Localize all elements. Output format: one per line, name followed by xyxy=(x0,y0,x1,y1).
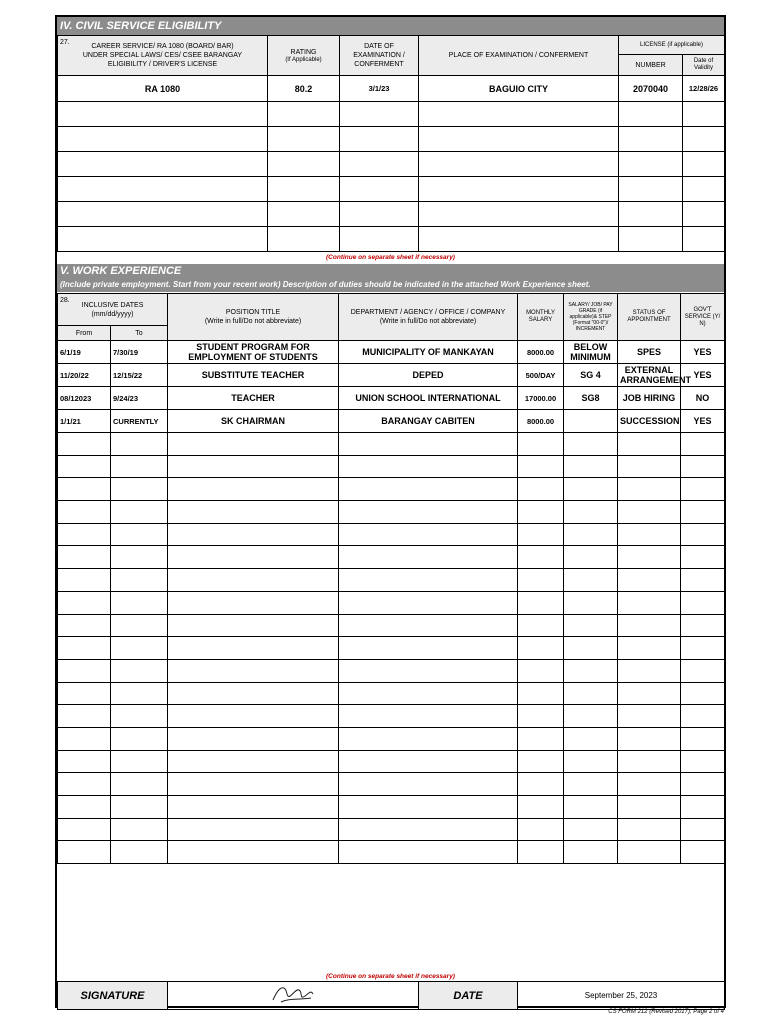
empty-cell[interactable] xyxy=(618,818,681,841)
eligibility-row xyxy=(58,177,725,202)
empty-cell[interactable] xyxy=(618,796,681,819)
eligibility-rating[interactable]: 80.2 xyxy=(268,76,340,102)
empty-cell[interactable] xyxy=(564,591,618,614)
empty-cell[interactable] xyxy=(340,177,419,202)
civil-service-table xyxy=(57,35,725,252)
empty-cell[interactable] xyxy=(518,433,564,456)
header-rating xyxy=(268,36,340,76)
eligibility-place[interactable]: BAGUIO CITY xyxy=(419,76,619,102)
empty-cell[interactable] xyxy=(58,682,111,705)
empty-cell[interactable] xyxy=(564,614,618,637)
work-experience-title: V. WORK EXPERIENCE xyxy=(60,265,182,277)
empty-cell[interactable] xyxy=(339,750,518,773)
civil-service-title: IV. CIVIL SERVICE ELIGIBILITY xyxy=(57,17,724,35)
empty-cell[interactable] xyxy=(564,727,618,750)
empty-cell[interactable] xyxy=(111,773,168,796)
empty-cell[interactable] xyxy=(618,614,681,637)
work-experience-table xyxy=(57,293,725,864)
empty-cell[interactable] xyxy=(111,478,168,501)
work-salary[interactable]: 8000.00 xyxy=(518,341,564,364)
empty-cell[interactable] xyxy=(168,773,339,796)
empty-cell[interactable] xyxy=(619,177,683,202)
empty-cell[interactable] xyxy=(168,750,339,773)
empty-cell[interactable] xyxy=(619,127,683,152)
empty-cell[interactable] xyxy=(618,637,681,660)
empty-cell[interactable] xyxy=(58,546,111,569)
item-number: 27. xyxy=(60,39,70,46)
work-row xyxy=(58,569,725,592)
eligibility-row xyxy=(58,76,725,102)
work-row xyxy=(58,614,725,637)
empty-cell[interactable] xyxy=(268,202,340,227)
empty-cell[interactable] xyxy=(111,433,168,456)
empty-cell[interactable] xyxy=(58,152,268,177)
empty-cell[interactable] xyxy=(681,818,725,841)
header-exam-date: DATE OF EXAMINATION / CONFERMENT xyxy=(340,36,419,76)
work-row xyxy=(58,841,725,864)
work-department[interactable]: BARANGAY CABITEN xyxy=(339,410,518,433)
empty-cell[interactable] xyxy=(339,591,518,614)
work-to[interactable]: 12/15/22 xyxy=(111,364,168,387)
eligibility-row xyxy=(58,152,725,177)
empty-cell[interactable] xyxy=(564,705,618,728)
work-row xyxy=(58,433,725,456)
empty-cell[interactable] xyxy=(58,614,111,637)
empty-cell[interactable] xyxy=(681,523,725,546)
empty-cell[interactable] xyxy=(339,682,518,705)
empty-cell[interactable] xyxy=(564,433,618,456)
empty-cell[interactable] xyxy=(58,501,111,524)
header-career-text: CAREER SERVICE/ RA 1080 (BOARD/ BAR) UNDER SPECIAL LAWS/ CES/ CSEE BARANGAY ELIGIBILITY / DRIVER'S LICENSE xyxy=(82,43,243,68)
work-govt-service[interactable]: YES xyxy=(681,410,725,433)
work-to[interactable]: CURRENTLY xyxy=(111,410,168,433)
work-row xyxy=(58,818,725,841)
empty-cell[interactable] xyxy=(564,796,618,819)
header-position-sub: (Write in full/Do not abbreviate) xyxy=(204,318,302,325)
empty-cell[interactable] xyxy=(58,455,111,478)
empty-cell[interactable] xyxy=(564,682,618,705)
signature-label: SIGNATURE xyxy=(58,982,168,1010)
header-dates-text: INCLUSIVE DATES (mm/dd/yyyy) xyxy=(81,301,144,318)
header-from: From xyxy=(58,326,111,341)
empty-cell[interactable] xyxy=(111,841,168,864)
work-row xyxy=(58,591,725,614)
empty-cell[interactable] xyxy=(564,455,618,478)
empty-cell[interactable] xyxy=(564,818,618,841)
header-license-validity: Date of Validity xyxy=(683,55,725,76)
empty-cell[interactable] xyxy=(518,727,564,750)
header-rating-sub: (If Applicable) xyxy=(285,56,322,63)
work-experience-rows xyxy=(58,341,725,864)
empty-cell[interactable] xyxy=(518,659,564,682)
empty-cell[interactable] xyxy=(518,523,564,546)
empty-cell[interactable] xyxy=(111,523,168,546)
header-position-text: POSITION TITLE xyxy=(225,309,281,316)
empty-cell[interactable] xyxy=(564,523,618,546)
work-row xyxy=(58,364,725,387)
work-position[interactable]: SK CHAIRMAN xyxy=(168,410,339,433)
work-govt-service[interactable]: YES xyxy=(681,341,725,364)
empty-cell[interactable] xyxy=(518,478,564,501)
empty-cell[interactable] xyxy=(111,727,168,750)
work-from[interactable]: 11/20/22 xyxy=(58,364,111,387)
empty-cell[interactable] xyxy=(339,614,518,637)
empty-cell[interactable] xyxy=(618,523,681,546)
empty-cell[interactable] xyxy=(111,637,168,660)
header-place: PLACE OF EXAMINATION / CONFERMENT xyxy=(419,36,619,76)
empty-cell[interactable] xyxy=(681,591,725,614)
empty-cell[interactable] xyxy=(111,591,168,614)
empty-cell[interactable] xyxy=(518,682,564,705)
empty-cell[interactable] xyxy=(681,546,725,569)
work-department[interactable]: UNION SCHOOL INTERNATIONAL xyxy=(339,387,518,410)
empty-cell[interactable] xyxy=(419,102,619,127)
eligibility-row xyxy=(58,127,725,152)
empty-cell[interactable] xyxy=(681,773,725,796)
empty-cell[interactable] xyxy=(339,433,518,456)
empty-cell[interactable] xyxy=(618,841,681,864)
empty-cell[interactable] xyxy=(58,102,268,127)
empty-cell[interactable] xyxy=(419,202,619,227)
eligibility-row xyxy=(58,227,725,252)
empty-cell[interactable] xyxy=(168,569,339,592)
work-row xyxy=(58,637,725,660)
empty-cell[interactable] xyxy=(564,750,618,773)
eligibility-career[interactable]: RA 1080 xyxy=(58,76,268,102)
date-label: DATE xyxy=(419,982,518,1010)
work-position[interactable]: STUDENT PROGRAM FOR EMPLOYMENT OF STUDENTS xyxy=(168,341,339,364)
empty-cell[interactable] xyxy=(619,227,683,252)
empty-cell[interactable] xyxy=(683,102,725,127)
empty-cell[interactable] xyxy=(618,433,681,456)
empty-cell[interactable] xyxy=(168,478,339,501)
empty-cell[interactable] xyxy=(618,569,681,592)
empty-cell[interactable] xyxy=(58,841,111,864)
work-row xyxy=(58,387,725,410)
empty-cell[interactable] xyxy=(681,659,725,682)
work-row xyxy=(58,659,725,682)
work-status[interactable]: SUCCESSION xyxy=(618,410,681,433)
empty-cell[interactable] xyxy=(340,202,419,227)
work-row xyxy=(58,478,725,501)
form-footer: CS FORM 212 (Revised 2017), Page 2 of 4 xyxy=(608,1009,724,1015)
empty-cell[interactable] xyxy=(518,818,564,841)
empty-cell[interactable] xyxy=(681,478,725,501)
work-from[interactable]: 1/1/21 xyxy=(58,410,111,433)
eligibility-row xyxy=(58,102,725,127)
empty-cell[interactable] xyxy=(518,455,564,478)
empty-cell[interactable] xyxy=(564,569,618,592)
empty-cell[interactable] xyxy=(681,750,725,773)
signature-row xyxy=(57,981,725,1010)
empty-cell[interactable] xyxy=(618,750,681,773)
empty-cell[interactable] xyxy=(58,796,111,819)
empty-cell[interactable] xyxy=(58,227,268,252)
empty-cell[interactable] xyxy=(518,591,564,614)
header-license-number: NUMBER xyxy=(619,55,683,76)
empty-cell[interactable] xyxy=(419,227,619,252)
work-row xyxy=(58,727,725,750)
work-continue-note: (Continue on separate sheet if necessary) xyxy=(326,973,455,980)
header-position xyxy=(168,294,339,341)
empty-cell[interactable] xyxy=(58,127,268,152)
empty-cell[interactable] xyxy=(168,705,339,728)
header-dept-sub: (Write in full/Do not abbreviate) xyxy=(379,318,477,325)
empty-cell[interactable] xyxy=(419,152,619,177)
empty-cell[interactable] xyxy=(168,591,339,614)
empty-cell[interactable] xyxy=(58,773,111,796)
work-row xyxy=(58,501,725,524)
empty-cell[interactable] xyxy=(58,727,111,750)
empty-cell[interactable] xyxy=(518,637,564,660)
work-position[interactable]: SUBSTITUTE TEACHER xyxy=(168,364,339,387)
empty-cell[interactable] xyxy=(518,773,564,796)
empty-cell[interactable] xyxy=(518,546,564,569)
empty-cell[interactable] xyxy=(419,177,619,202)
item-number: 28. xyxy=(60,297,70,304)
empty-cell[interactable] xyxy=(168,546,339,569)
empty-cell[interactable] xyxy=(111,818,168,841)
empty-cell[interactable] xyxy=(564,637,618,660)
empty-cell[interactable] xyxy=(339,841,518,864)
civil-service-continue-note: (Continue on separate sheet if necessary) xyxy=(326,254,455,261)
empty-cell[interactable] xyxy=(58,637,111,660)
empty-cell[interactable] xyxy=(111,796,168,819)
header-salary: MONTHLY SALARY xyxy=(518,294,564,341)
header-department xyxy=(339,294,518,341)
empty-cell[interactable] xyxy=(564,501,618,524)
empty-cell[interactable] xyxy=(681,569,725,592)
header-career xyxy=(58,36,268,76)
empty-cell[interactable] xyxy=(681,455,725,478)
empty-cell[interactable] xyxy=(618,705,681,728)
empty-cell[interactable] xyxy=(681,682,725,705)
work-experience-header xyxy=(57,264,724,292)
empty-cell[interactable] xyxy=(618,501,681,524)
empty-cell[interactable] xyxy=(58,659,111,682)
work-salary[interactable]: 8000.00 xyxy=(518,410,564,433)
empty-cell[interactable] xyxy=(339,727,518,750)
work-to[interactable]: 9/24/23 xyxy=(111,387,168,410)
empty-cell[interactable] xyxy=(564,841,618,864)
empty-cell[interactable] xyxy=(339,637,518,660)
empty-cell[interactable] xyxy=(518,750,564,773)
empty-cell[interactable] xyxy=(111,705,168,728)
empty-cell[interactable] xyxy=(339,455,518,478)
work-grade[interactable] xyxy=(564,410,618,433)
empty-cell[interactable] xyxy=(111,659,168,682)
empty-cell[interactable] xyxy=(58,705,111,728)
work-experience-subtitle: (Include private employment. Start from your recent work) Description of duties should be indicated in the attached Work Experience sheet. xyxy=(60,280,591,289)
empty-cell[interactable] xyxy=(681,637,725,660)
eligibility-row xyxy=(58,202,725,227)
work-from[interactable]: 6/1/19 xyxy=(58,341,111,364)
work-row xyxy=(58,796,725,819)
work-salary[interactable]: 17000.00 xyxy=(518,387,564,410)
empty-cell[interactable] xyxy=(681,796,725,819)
empty-cell[interactable] xyxy=(683,227,725,252)
work-row xyxy=(58,455,725,478)
work-to[interactable]: 7/30/19 xyxy=(111,341,168,364)
empty-cell[interactable] xyxy=(340,152,419,177)
header-license: LICENSE (if applicable) xyxy=(619,36,725,55)
empty-cell[interactable] xyxy=(564,659,618,682)
work-grade[interactable]: SG 4 xyxy=(564,364,618,387)
empty-cell[interactable] xyxy=(168,659,339,682)
work-govt-service[interactable]: YES xyxy=(681,364,725,387)
empty-cell[interactable] xyxy=(518,841,564,864)
empty-cell[interactable] xyxy=(58,478,111,501)
work-row xyxy=(58,341,725,364)
header-to: To xyxy=(111,326,168,341)
empty-cell[interactable] xyxy=(618,659,681,682)
empty-cell[interactable] xyxy=(339,501,518,524)
header-grade: SALARY/ JOB/ PAY GRADE (if applicable)& STEP (Format "00-0")/ INCREMENT xyxy=(564,294,618,341)
empty-cell[interactable] xyxy=(168,614,339,637)
empty-cell[interactable] xyxy=(339,705,518,728)
empty-cell[interactable] xyxy=(683,127,725,152)
empty-cell[interactable] xyxy=(111,750,168,773)
work-salary[interactable]: 500/DAY xyxy=(518,364,564,387)
empty-cell[interactable] xyxy=(168,433,339,456)
empty-cell[interactable] xyxy=(168,523,339,546)
work-grade[interactable]: BELOW MINIMUM xyxy=(564,341,618,364)
empty-cell[interactable] xyxy=(681,841,725,864)
empty-cell[interactable] xyxy=(268,127,340,152)
header-rating-text: RATING xyxy=(290,48,317,56)
empty-cell[interactable] xyxy=(618,546,681,569)
empty-cell[interactable] xyxy=(339,659,518,682)
empty-cell[interactable] xyxy=(681,433,725,456)
handwritten-signature xyxy=(269,982,317,1006)
empty-cell[interactable] xyxy=(340,102,419,127)
empty-cell[interactable] xyxy=(268,102,340,127)
empty-cell[interactable] xyxy=(618,478,681,501)
empty-cell[interactable] xyxy=(168,841,339,864)
empty-cell[interactable] xyxy=(111,614,168,637)
work-grade[interactable]: SG8 xyxy=(564,387,618,410)
empty-cell[interactable] xyxy=(681,501,725,524)
work-row xyxy=(58,705,725,728)
empty-cell[interactable] xyxy=(340,227,419,252)
empty-cell[interactable] xyxy=(58,750,111,773)
empty-cell[interactable] xyxy=(58,177,268,202)
empty-cell[interactable] xyxy=(339,523,518,546)
signature-field[interactable] xyxy=(168,982,419,1010)
work-department[interactable]: DEPED xyxy=(339,364,518,387)
empty-cell[interactable] xyxy=(339,818,518,841)
empty-cell[interactable] xyxy=(168,501,339,524)
empty-cell[interactable] xyxy=(681,727,725,750)
work-from[interactable]: 08/12023 xyxy=(58,387,111,410)
empty-cell[interactable] xyxy=(619,102,683,127)
empty-cell[interactable] xyxy=(681,614,725,637)
empty-cell[interactable] xyxy=(518,569,564,592)
empty-cell[interactable] xyxy=(111,569,168,592)
empty-cell[interactable] xyxy=(58,202,268,227)
eligibility-date[interactable]: 3/1/23 xyxy=(340,76,419,102)
empty-cell[interactable] xyxy=(339,478,518,501)
empty-cell[interactable] xyxy=(339,796,518,819)
eligibility-validity[interactable]: 12/28/26 xyxy=(683,76,725,102)
work-row xyxy=(58,546,725,569)
empty-cell[interactable] xyxy=(618,455,681,478)
empty-cell[interactable] xyxy=(340,127,419,152)
work-status[interactable]: JOB HIRING xyxy=(618,387,681,410)
empty-cell[interactable] xyxy=(681,705,725,728)
empty-cell[interactable] xyxy=(618,727,681,750)
empty-cell[interactable] xyxy=(339,569,518,592)
empty-cell[interactable] xyxy=(339,773,518,796)
empty-cell[interactable] xyxy=(419,127,619,152)
empty-cell[interactable] xyxy=(564,546,618,569)
empty-cell[interactable] xyxy=(111,546,168,569)
empty-cell[interactable] xyxy=(619,152,683,177)
empty-cell[interactable] xyxy=(618,682,681,705)
work-row xyxy=(58,410,725,433)
empty-cell[interactable] xyxy=(618,773,681,796)
empty-cell[interactable] xyxy=(168,796,339,819)
empty-cell[interactable] xyxy=(268,227,340,252)
empty-cell[interactable] xyxy=(168,818,339,841)
empty-cell[interactable] xyxy=(168,682,339,705)
empty-cell[interactable] xyxy=(339,546,518,569)
work-row xyxy=(58,773,725,796)
empty-cell[interactable] xyxy=(168,727,339,750)
empty-cell[interactable] xyxy=(268,152,340,177)
empty-cell[interactable] xyxy=(564,773,618,796)
empty-cell[interactable] xyxy=(58,433,111,456)
empty-cell[interactable] xyxy=(58,591,111,614)
empty-cell[interactable] xyxy=(683,177,725,202)
empty-cell[interactable] xyxy=(111,682,168,705)
empty-cell[interactable] xyxy=(58,569,111,592)
empty-cell[interactable] xyxy=(168,455,339,478)
empty-cell[interactable] xyxy=(111,455,168,478)
eligibility-license-number[interactable]: 2070040 xyxy=(619,76,683,102)
empty-cell[interactable] xyxy=(683,202,725,227)
work-department[interactable]: MUNICIPALITY OF MANKAYAN xyxy=(339,341,518,364)
empty-cell[interactable] xyxy=(564,478,618,501)
empty-cell[interactable] xyxy=(111,501,168,524)
empty-cell[interactable] xyxy=(518,614,564,637)
pds-page xyxy=(55,15,726,1008)
work-status[interactable]: EXTERNAL ARRANGEMENT xyxy=(618,364,681,387)
work-row xyxy=(58,523,725,546)
date-field[interactable]: September 25, 2023 xyxy=(518,982,725,1010)
empty-cell[interactable] xyxy=(58,818,111,841)
header-govt-service: GOV'T SERVICE (Y/ N) xyxy=(681,294,725,341)
empty-cell[interactable] xyxy=(619,202,683,227)
empty-cell[interactable] xyxy=(58,523,111,546)
empty-cell[interactable] xyxy=(518,796,564,819)
empty-cell[interactable] xyxy=(683,152,725,177)
empty-cell[interactable] xyxy=(168,637,339,660)
empty-cell[interactable] xyxy=(518,705,564,728)
header-inclusive-dates xyxy=(58,294,168,326)
work-row xyxy=(58,750,725,773)
work-govt-service[interactable]: NO xyxy=(681,387,725,410)
work-status[interactable]: SPES xyxy=(618,341,681,364)
header-status: STATUS OF APPOINTMENT xyxy=(618,294,681,341)
header-dept-text: DEPARTMENT / AGENCY / OFFICE / COMPANY xyxy=(350,309,506,316)
work-row xyxy=(58,682,725,705)
empty-cell[interactable] xyxy=(268,177,340,202)
empty-cell[interactable] xyxy=(518,501,564,524)
work-position[interactable]: TEACHER xyxy=(168,387,339,410)
empty-cell[interactable] xyxy=(618,591,681,614)
